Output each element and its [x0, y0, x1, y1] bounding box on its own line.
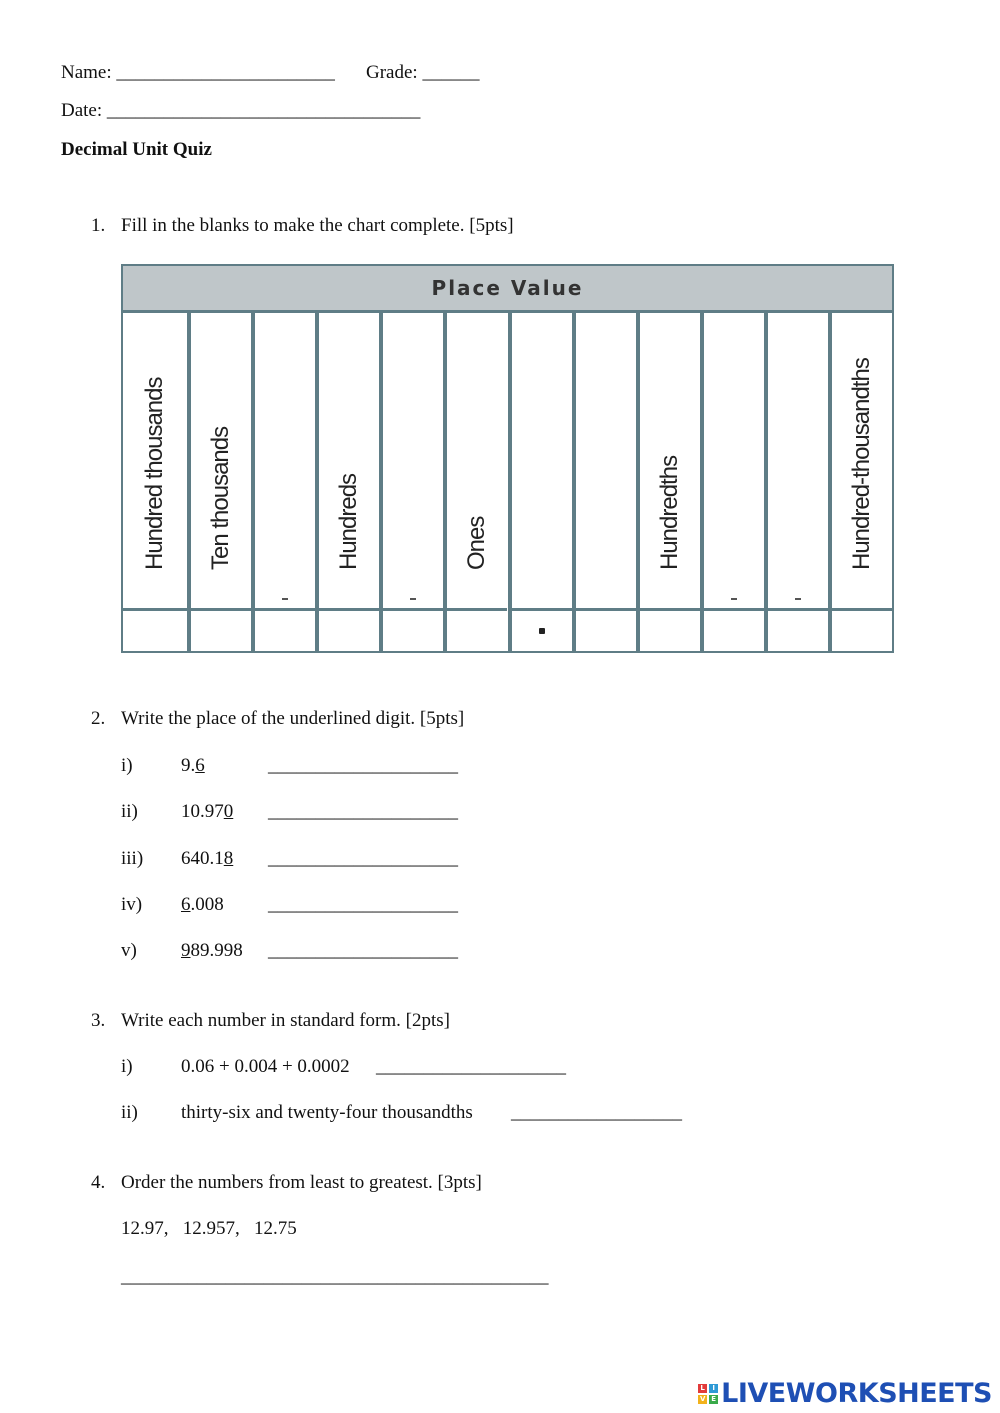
- q2-item-number: [181, 848, 233, 870]
- column-label-cell: [319, 313, 379, 608]
- column-label: Hundred thousands: [141, 377, 169, 570]
- q2-answer-blank[interactable]: ____________________: [268, 894, 458, 915]
- chart-header: [123, 266, 892, 313]
- digit-cell: [447, 608, 507, 651]
- number-part: 640.1: [181, 848, 224, 869]
- q2-item-label: iii): [121, 848, 144, 869]
- number-part: 89.998: [190, 940, 243, 961]
- q2-item-number: [181, 894, 224, 916]
- logo-tile: E: [709, 1395, 718, 1404]
- logo-tile: I: [709, 1384, 718, 1393]
- place-value-column: [828, 313, 892, 651]
- blank-label-mark: [410, 598, 416, 600]
- number-part: .008: [190, 894, 224, 915]
- digit-cell: [576, 608, 636, 651]
- q4-number: 4.: [91, 1172, 106, 1193]
- underlined-digit: 0: [223, 801, 234, 822]
- liveworksheets-logo: [698, 1378, 992, 1409]
- grade-line: Grade: ______: [366, 62, 480, 83]
- digit-cell: [255, 608, 315, 651]
- underlined-digit: 6: [195, 755, 205, 776]
- q2-item-label: ii): [121, 801, 138, 822]
- logo-tile: L: [698, 1384, 707, 1393]
- q3-answer-blank[interactable]: ____________________: [376, 1056, 566, 1077]
- blank-label-mark: [731, 598, 737, 600]
- q3-text: Write each number in standard form. [2pts]: [121, 1010, 450, 1031]
- underlined-digit: 6: [181, 894, 191, 915]
- column-label-cell[interactable]: [512, 313, 572, 608]
- name-line: Name: _______________________: [61, 62, 335, 83]
- quiz-title: Decimal Unit Quiz: [61, 139, 212, 160]
- place-value-column: [187, 313, 251, 651]
- digit-cell: [191, 608, 251, 651]
- chart-title: Place Value: [431, 276, 584, 300]
- column-label-cell: [447, 313, 507, 608]
- digit-cell: [123, 608, 187, 651]
- q4-answer-line[interactable]: _____________________________________________: [121, 1266, 549, 1287]
- column-label-cell: [640, 313, 700, 608]
- column-label: Hundreds: [335, 473, 363, 570]
- q3-item-expr: thirty-six and twenty-four thousandths: [181, 1102, 473, 1123]
- q2-item-number: [181, 801, 233, 823]
- q2-answer-blank[interactable]: ____________________: [268, 755, 458, 776]
- place-value-column: [700, 313, 764, 651]
- q2-item-number: [181, 940, 243, 962]
- q2-answer-blank[interactable]: ____________________: [268, 848, 458, 869]
- digit-cell: [512, 608, 572, 651]
- underlined-digit: 8: [223, 848, 234, 869]
- digit-cell: [383, 608, 443, 651]
- logo-text: LIVEWORKSHEETS: [721, 1378, 992, 1409]
- place-value-column: [636, 313, 700, 651]
- q2-answer-blank[interactable]: ____________________: [268, 940, 458, 961]
- logo-mark: [698, 1384, 718, 1404]
- digit-cell: [319, 608, 379, 651]
- digit-cell: [768, 608, 828, 651]
- place-value-column: [572, 313, 636, 651]
- q2-number: 2.: [91, 708, 106, 729]
- q1-number: 1.: [91, 215, 106, 236]
- date-line: Date: _________________________________: [61, 100, 421, 121]
- place-value-column: [379, 313, 443, 651]
- column-label-cell[interactable]: [576, 313, 636, 608]
- decimal-point: [539, 628, 545, 634]
- place-value-column: [508, 313, 572, 651]
- q4-text: Order the numbers from least to greatest. [3pts]: [121, 1172, 482, 1193]
- column-label: Hundred-thousandths: [847, 358, 875, 570]
- q4-numbers: 12.97, 12.957, 12.75: [121, 1218, 297, 1239]
- q2-item-label: v): [121, 940, 137, 961]
- place-value-column: [764, 313, 828, 651]
- place-value-column: [123, 313, 187, 651]
- q2-answer-blank[interactable]: ____________________: [268, 801, 458, 822]
- q2-item-number: [181, 755, 205, 777]
- column-label: Ones: [463, 516, 491, 570]
- q2-item-label: i): [121, 755, 133, 776]
- column-label-cell: [832, 313, 892, 608]
- number-part: 10.97: [181, 801, 224, 822]
- digit-cell: [832, 608, 892, 651]
- column-label: Ten thousands: [207, 426, 235, 570]
- underlined-digit: 9: [181, 940, 191, 961]
- q2-item-label: iv): [121, 894, 143, 915]
- number-part: 9.: [181, 755, 196, 776]
- column-label-cell: [123, 313, 187, 608]
- q3-item-label: i): [121, 1056, 133, 1077]
- place-value-column: [315, 313, 379, 651]
- q3-item-label: ii): [121, 1102, 138, 1123]
- logo-tile: V: [699, 1394, 706, 1403]
- column-label-cell[interactable]: [704, 313, 764, 608]
- q3-answer-blank[interactable]: __________________: [511, 1102, 682, 1123]
- digit-cell: [640, 608, 700, 651]
- column-label-cell: [191, 313, 251, 608]
- q3-item-expr: 0.06 + 0.004 + 0.0002: [181, 1056, 350, 1077]
- column-label-cell[interactable]: [383, 313, 443, 608]
- blank-label-mark: [795, 598, 801, 600]
- column-label-cell[interactable]: [768, 313, 828, 608]
- place-value-chart: [121, 264, 894, 653]
- q3-number: 3.: [91, 1010, 106, 1031]
- q2-text: Write the place of the underlined digit. [5pts]: [121, 708, 465, 729]
- q1-text: Fill in the blanks to make the chart complete. [5pts]: [121, 215, 514, 236]
- column-label-cell[interactable]: [255, 313, 315, 608]
- column-label: Hundredths: [655, 455, 683, 570]
- digit-cell: [704, 608, 764, 651]
- place-value-column: [443, 313, 507, 651]
- place-value-column: [251, 313, 315, 651]
- blank-label-mark: [282, 598, 288, 600]
